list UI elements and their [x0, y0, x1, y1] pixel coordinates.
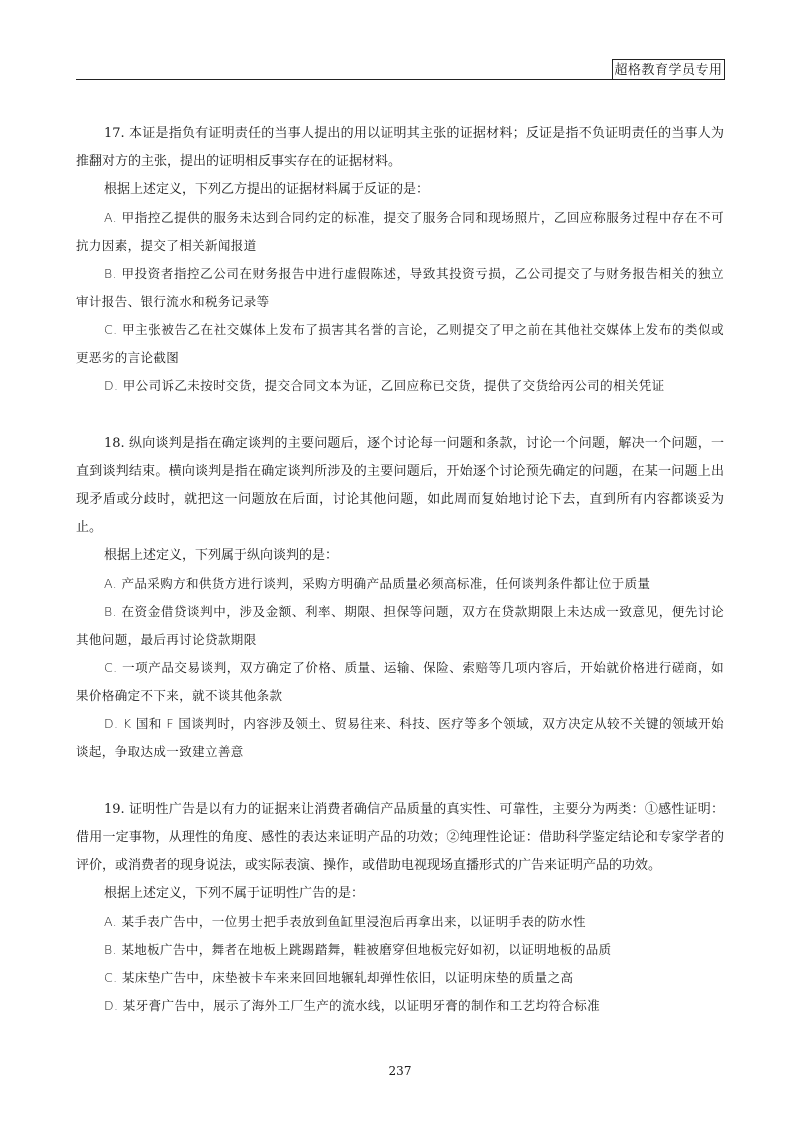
question-list — [76, 120, 724, 1050]
header-label: 超格教育学员专用 — [612, 59, 725, 80]
option-a: A. 某手表广告中，一位男士把手表放到鱼缸里浸泡后再拿出来，以证明手表的防水性 — [104, 914, 586, 929]
option-d: D. K 国和 F 国谈判时，内容涉及领土、贸易往来、科技、医疗等多个领域，双方决定从较不关键的领域开始谈起，争取达成一致建立善意 — [76, 716, 724, 759]
question-prompt: 根据上述定义，下列属于纵向谈判的是： — [104, 548, 339, 563]
option-c: C. 甲主张被告乙在社交媒体上发布了损害其名誉的言论，乙则提交了甲之前在其他社交媒体上发布的类似或更恶劣的言论截图 — [76, 322, 724, 365]
option-d: D. 甲公司诉乙未按时交货，提交合同文本为证，乙回应称已交货，提供了交货给丙公司的相关凭证 — [104, 378, 665, 393]
option-a: A. 甲指控乙提供的服务未达到合同约定的标准，提交了服务合同和现场照片，乙回应称服务过程中存在不可抗力因素，提交了相关新闻报道 — [76, 210, 724, 253]
option-d: D. 某牙膏广告中，展示了海外工厂生产的流水线，以证明牙膏的制作和工艺均符合标准 — [104, 998, 601, 1013]
option-b: B. 甲投资者指控乙公司在财务报告中进行虚假陈述，导致其投资亏损，乙公司提交了与财务报告相关的独立审计报告、银行流水和税务记录等 — [76, 266, 724, 309]
option-a: A. 产品采购方和供货方进行谈判，采购方明确产品质量必须高标准，任何谈判条件都让位于质量 — [104, 576, 651, 591]
option-c: C. 一项产品交易谈判，双方确定了价格、质量、运输、保险、索赔等几项内容后，开始就价格进行磋商，如果价格确定不下来，就不谈其他条款 — [76, 660, 724, 703]
option-b: B. 在资金借贷谈判中，涉及金额、利率、期限、担保等问题，双方在贷款期限上未达成一致意见，便先讨论其他问题，最后再讨论贷款期限 — [76, 604, 724, 647]
option-b: B. 某地板广告中，舞者在地板上跳踢踏舞，鞋被磨穿但地板完好如初，以证明地板的品质 — [104, 942, 612, 957]
question-prompt: 根据上述定义，下列不属于证明性广告的是： — [104, 886, 365, 901]
question-17 — [76, 120, 724, 400]
question-definition: 18. 纵向谈判是指在确定谈判的主要问题后，逐个讨论每一问题和条款，讨论一个问题，解决一个问题，一直到谈判结束。横向谈判是指在确定谈判所涉及的主要问题后，开始逐个讨论预先确定的问题，在某一问题上出现矛盾或分歧时，就把这一问题放在后面，讨论其他问题，如此周而复始地讨论下去，直到所有内容都谈妥为止。 — [76, 436, 724, 535]
option-c: C. 某床垫广告中，床垫被卡车来来回回地辗轧却弹性依旧，以证明床垫的质量之高 — [104, 970, 574, 985]
question-definition: 19. 证明性广告是以有力的证据来让消费者确信产品质量的真实性、可靠性，主要分为两类：①感性证明：借用一定事物，从理性的角度、感性的表达来证明产品的功效；②纯理性论证：借助科学鉴定结论和专家学者的评价，或消费者的现身说法，或实际表演、操作，或借助电视现场直播形式的广告来证明产品的功效。 — [76, 802, 724, 873]
question-definition: 17. 本证是指负有证明责任的当事人提出的用以证明其主张的证据材料；反证是指不负证明责任的当事人为推翻对方的主张，提出的证明相反事实存在的证据材料。 — [76, 126, 724, 169]
question-18 — [76, 430, 724, 766]
page-number: 237 — [388, 1064, 412, 1078]
question-prompt: 根据上述定义，下列乙方提出的证据材料属于反证的是： — [104, 182, 430, 197]
header-rule — [76, 79, 725, 80]
question-19 — [76, 796, 724, 1020]
